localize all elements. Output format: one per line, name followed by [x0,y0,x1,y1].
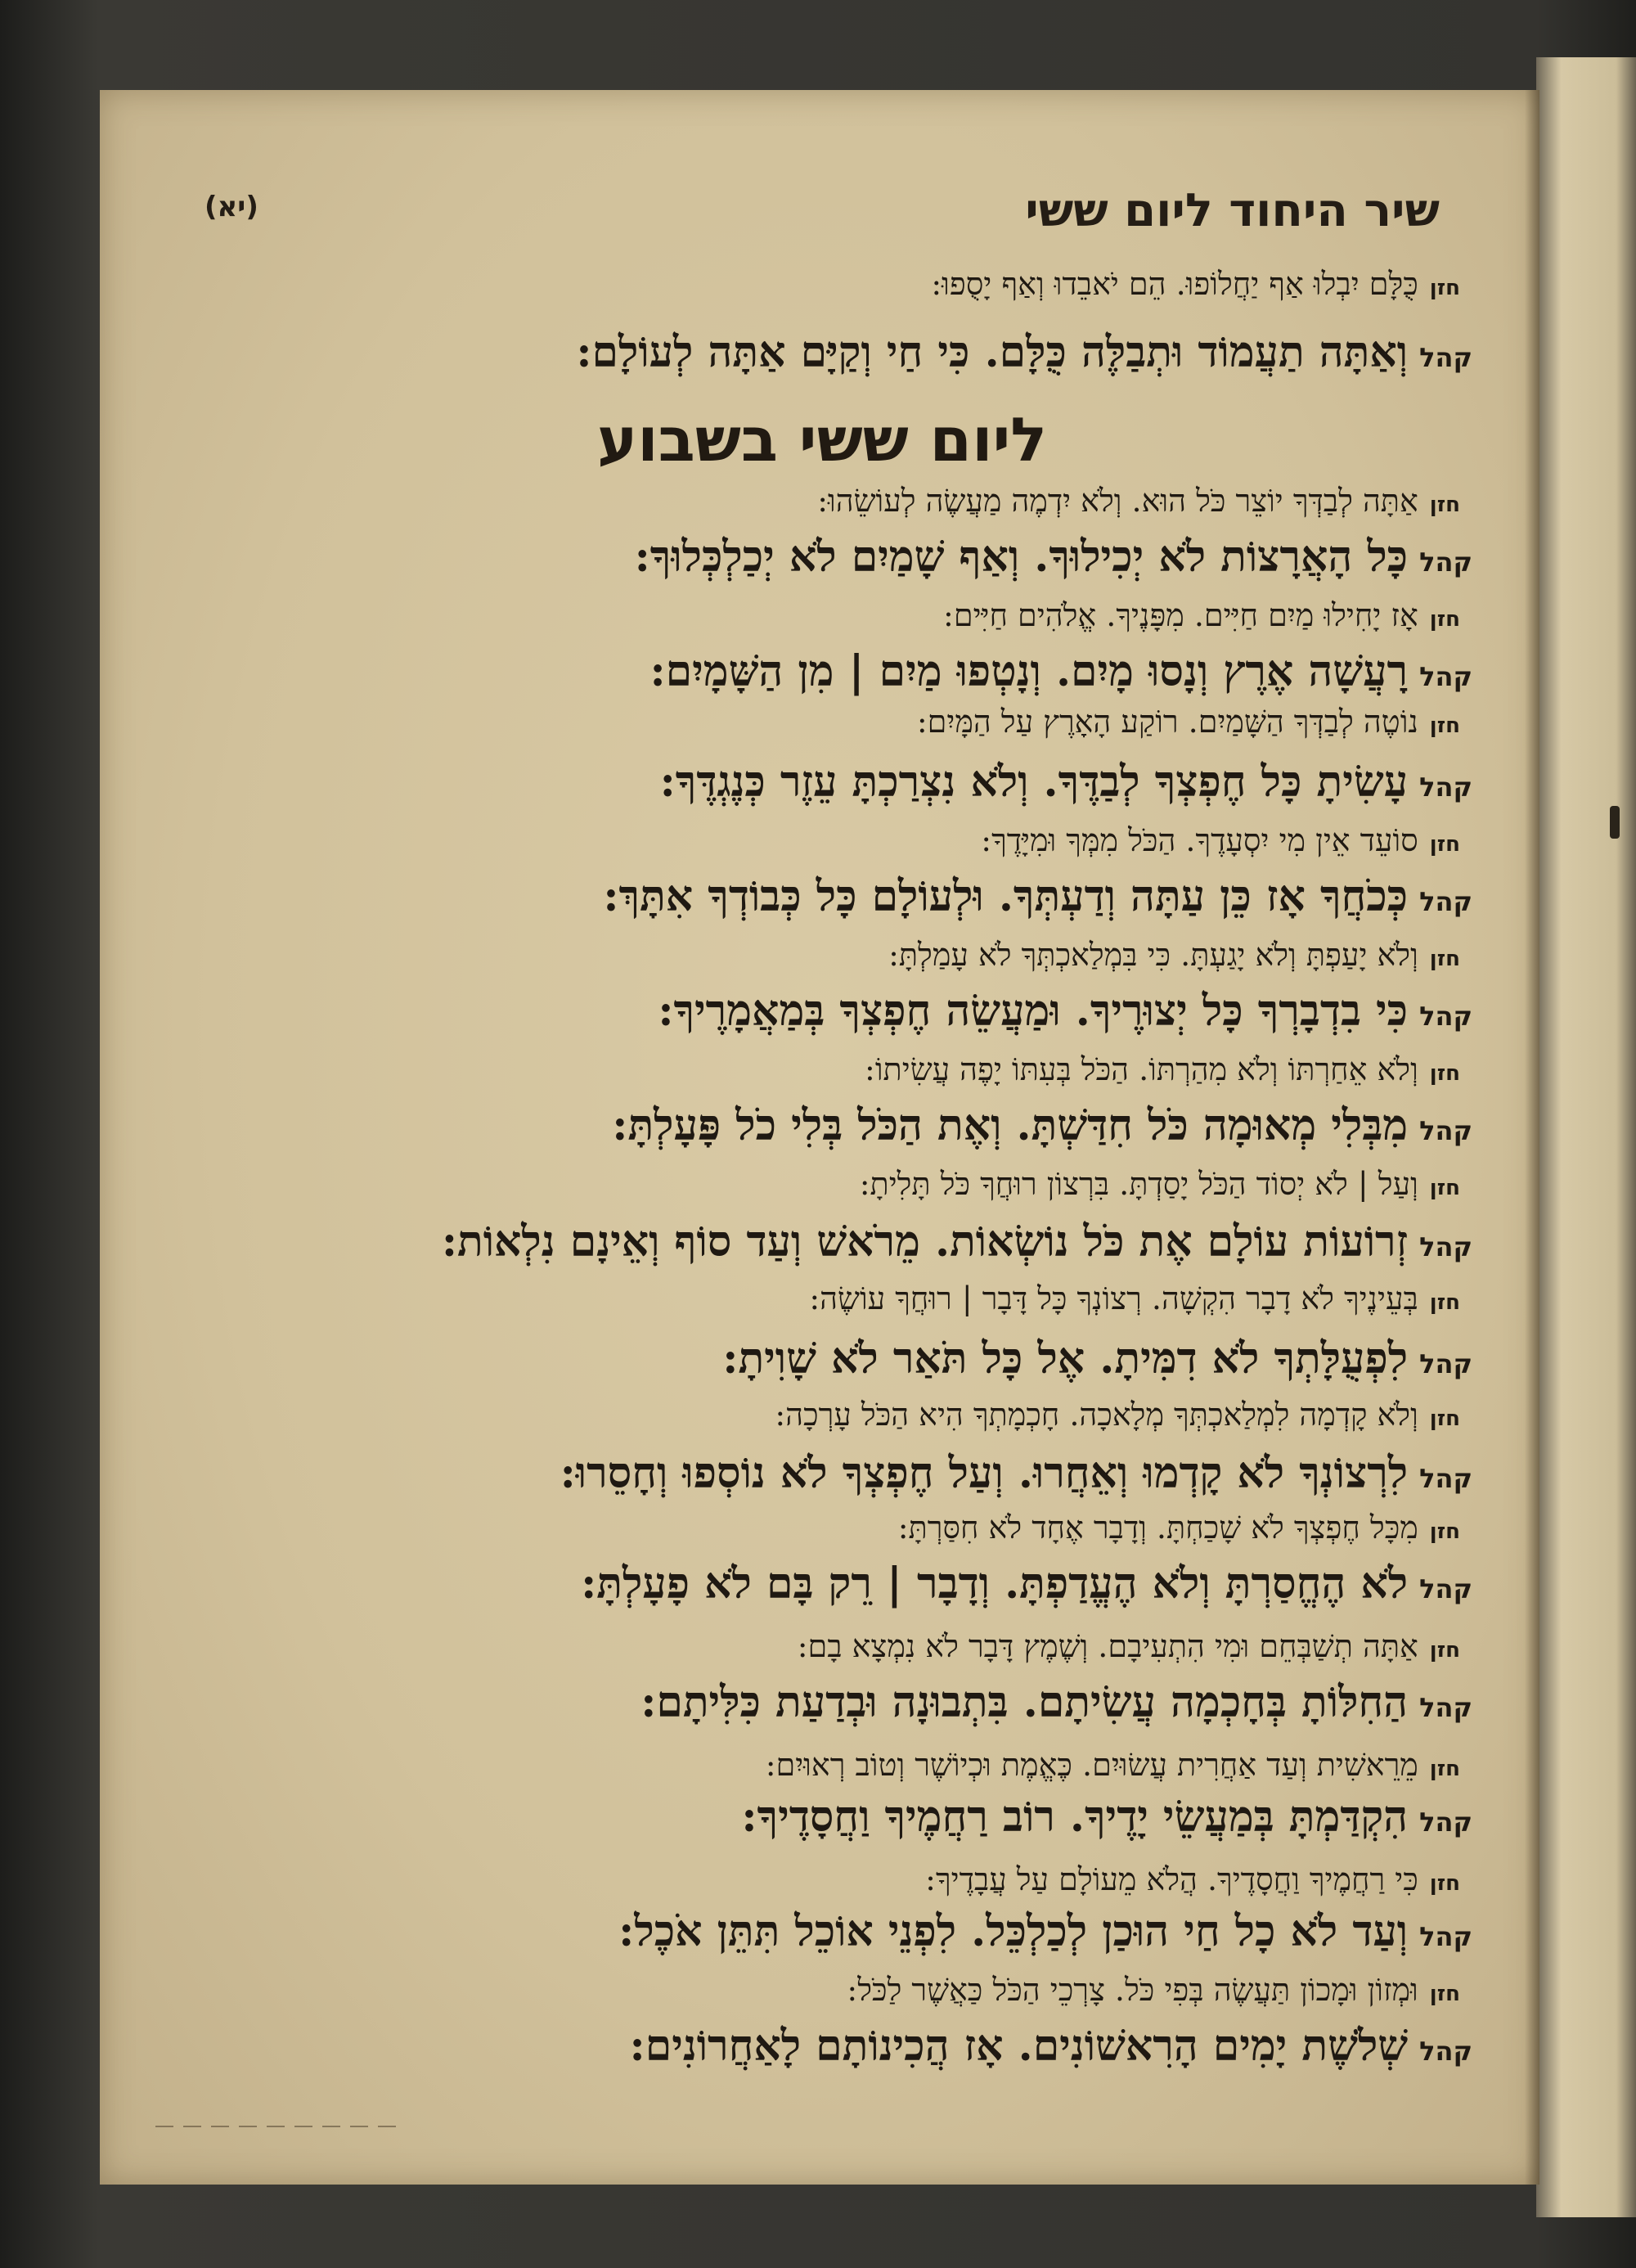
speaker-label: קהל [1419,2036,1472,2067]
page-clip-mark [1610,806,1620,839]
verse-text: כָּל הָאֲרָצוֹת לֹא יְכִילוּךָ. וְאַף שָׁמַיִם לֹא יְכַלְכְּלוּךָ: [634,532,1409,582]
kahal-line [560,1448,1472,1498]
speaker-label: חזן [1429,607,1460,632]
verse-text: כְּכֹחֲךָ אָז כֵּן עַתָּה וְדַעְתְּךָ. וּלְעוֹלָם כָּל כְּבוֹדְךָ אִתָּךְ: [603,871,1409,921]
speaker-label: קהל [1419,1348,1472,1379]
verse-text: הִקְדַּמְתָּ בְּמַעֲשֵׂי יָדֶיךָ. רוֹב רַחֲמֶיךָ וַחֲסָדֶיךָ: [741,1792,1409,1842]
kahal-line [630,2021,1472,2071]
page-number: (יא) [204,191,258,223]
verse-text: לֹא הֶחֱסַרְתָּ וְלֹא הֶעֱדַפְתָּ. וְדָבָר | רֵק בָּם לֹא פָעָלְתָּ: [581,1559,1409,1609]
verse-text: וְלֹא אֵחַרְתּוֹ וְלֹא מִהַרְתּוֹ. הַכֹּל בְּעִתּוֹ יָפֶה עֲשִׂיתוֹ: [865,1051,1418,1087]
chazzan-line [798,1628,1460,1665]
speaker-label: חזן [1429,1871,1460,1896]
speaker-label: חזן [1429,1638,1460,1663]
chazzan-line [931,266,1460,303]
speaker-label: קהל [1419,1115,1472,1146]
verse-text: וְעַד לֹא כָל חַי הוּכַן לְכַלְכֵּל. לִפְנֵי אוֹכֵל תִּתֵּן אֹכֶל: [618,1906,1409,1956]
speaker-label: חזן [1429,1406,1460,1431]
verse-text: וְעַל | לֹא יְסוֹד הַכֹּל יָסַדְתָּ. בִּרְצוֹן רוּחֲךָ כֹּל תָּלִיתָ: [859,1166,1418,1202]
kahal-line [442,1217,1472,1267]
verse-text: אָז יָחִילוּ מַיִם חַיִּים. מִפָּנֶיךָ. אֱלֹהִים חַיִּים: [943,597,1418,633]
verse-text: אַתָּה לְבַדְּךָ יוֹצֵר כֹּל הוּא. וְלֹא יִדְמֶה מַעֲשֶׂה לְעוֹשֵׂהוּ: [817,483,1418,519]
verse-text: בְּעֵינֶיךָ לֹא דָבָר הִקְשָׁה. רְצוֹנְךָ כָּל דָּבָר | רוּחֲךָ עוֹשֶׂה: [809,1280,1418,1316]
speaker-label: חזן [1429,1757,1460,1781]
chazzan-line [847,1972,1460,2009]
speaker-label: קהל [1419,1692,1472,1723]
verse-text: אַתָּה תְשַׁבְּחֵם וּמִי הִתְעִיבָם. וְשֶׁמֶץ דָּבָר לֹא נִמְצָא בָם: [797,1628,1418,1664]
chazzan-line [865,1051,1460,1088]
verse-text: מֵרֵאשִׁית וְעַד אַחֲרִית עֲשׂוּיִם. כֶּאֱמֶת וּכְיוֹשֶׁר וְטוֹב רְאוּיִם: [765,1747,1418,1783]
page-header [204,184,1440,258]
speaker-label: קהל [1419,1463,1472,1494]
kahal-line [635,532,1472,582]
verse-text: וְלֹא קָדְמָה לִמְלַאכְתְּךָ מְלָאכָה. חָכְמָתְךָ הִיא הַכֹּל עָרְכָה: [775,1397,1418,1433]
kahal-line [658,986,1472,1036]
speaker-label: חזן [1429,1290,1460,1315]
footer-rule [155,2126,401,2127]
speaker-label: חזן [1429,832,1460,857]
speaker-label: קהל [1419,1573,1472,1604]
speaker-label: קהל [1419,661,1472,692]
verse-text: לִרְצוֹנְךָ לֹא קָדְמוּ וְאֵחֲרוּ. וְעַל חֶפְצְךָ לֹא נוֹסְפוּ וְחָסֵרוּ: [560,1448,1409,1498]
chazzan-line [888,937,1460,974]
speaker-label: חזן [1429,1982,1460,2006]
verse-text: וְאַתָּה תַעֲמוֹד וּתְבַלֶּה כֻּלָּם. כִּי חַי וְקַיָּם אַתָּה לְעוֹלָם: [576,327,1409,377]
chazzan-line [925,1861,1460,1898]
speaker-label: חזן [1429,1176,1460,1200]
speaker-label: קהל [1419,342,1472,373]
verse-text: וְלֹא יָעַפְתָּ וְלֹא יָגַעְתָּ. כִּי בִּמְלַאכְתְּךָ לֹא עָמַלְתָּ: [888,937,1418,973]
speaker-label: חזן [1429,713,1460,738]
chazzan-line [917,704,1460,740]
running-title: שיר היחוד ליום ששי [1025,184,1440,237]
chazzan-line [809,1280,1460,1317]
chazzan-line [860,1166,1460,1203]
verse-text: מִכָּל חֶפְצְךָ לֹא שָׁכַחְתָּ. וְדָבָר אֶחָד לֹא חִסַּרְתָּ: [897,1510,1418,1546]
speaker-label: חזן [1429,276,1460,300]
chazzan-line [981,822,1460,859]
page-gutter-shadow [1525,90,1539,2185]
verse-text: כִּי בִדְבָרְךָ כָּל יְצוּרֶיךָ. וּמַעֲשֵׂה חֶפְצְךָ בְּמַאֲמָרֶיךָ: [658,986,1409,1036]
verse-text: כֻּלָּם יִבְלוּ אַף יַחֲלוֹפוּ. הֵם יֹאבֵדוּ וְאַף יָסֻפוּ: [931,266,1418,302]
speaker-label: חזן [1429,947,1460,971]
chazzan-line [817,483,1460,520]
section-heading: ליום ששי בשבוע [596,405,1048,475]
speaker-label: חזן [1429,493,1460,517]
kahal-line [722,1334,1472,1384]
opposite-page-edge [1536,57,1636,2217]
chazzan-line [766,1747,1460,1784]
verse-text: וּמְזוֹן וּמָכוֹן תַּעֲשֶׂה בְּפִי כֹּל. צָרְכֵי הַכֹּל כַּאֲשֶׁר לַכֹּל: [847,1972,1418,2008]
speaker-label: קהל [1419,886,1472,917]
speaker-label: קהל [1419,1001,1472,1032]
speaker-label: קהל [1419,547,1472,578]
verse-text: עָשִׂיתָ כָּל חֶפְצְךָ לְבַדֶּךָ. וְלֹא נִצְרַכְתָּ עֵזֶר כְּנֶגְדֶּךָ: [659,757,1409,807]
speaker-label: קהל [1419,1921,1472,1952]
speaker-label: חזן [1429,1519,1460,1544]
speaker-label: קהל [1419,1807,1472,1838]
kahal-line [660,757,1472,807]
verse-text: מִבְּלִי מְאוּמָה כֹּל חִדַּשְׁתָּ. וְאֶת הַכֹּל בְּלִי כֹל פָּעָלְתָּ: [612,1100,1409,1150]
kahal-line [581,1559,1472,1609]
chazzan-line [943,597,1460,634]
speaker-label: קהל [1419,1231,1472,1262]
verse-text: רָעֲשָׁה אֶרֶץ וְנָסוּ מָיִם. וְנָטְפוּ מַיִם | מִן הַשָּׁמָיִם: [649,646,1409,696]
kahal-line [649,646,1472,696]
chazzan-line [775,1397,1460,1433]
kahal-line [741,1792,1472,1842]
verse-text: זְרוֹעוֹת עוֹלָם אֶת כֹּל נוֹשְׂאוֹת. מֵרֹאשׁ וְעַד סוֹף וְאֵינָם נִלְאוֹת: [441,1217,1409,1267]
verse-text: הַחִלּוֹתָ בְּחָכְמָה עֲשִׂיתָם. בִּתְבוּנָה וּבְדַעַת כִּלִּיתָם: [640,1677,1409,1727]
speaker-label: חזן [1429,1061,1460,1086]
kahal-line [603,871,1472,921]
kahal-line [612,1100,1472,1150]
kahal-line [618,1906,1472,1956]
speaker-label: קהל [1419,772,1472,803]
chazzan-line [898,1510,1460,1546]
verse-text: שְׁלֹשֶׁת יָמִים הָרִאשׁוֹנִים. אָז הֲכִינוֹתָם לָאַחֲרוֹנִים: [629,2021,1409,2071]
kahal-line [640,1677,1472,1727]
verse-text: סוֹעֵד אֵין מִי יִסְעָדֶךָ. הַכֹּל מִמְּךָ וּמִיָּדֶךָ: [981,822,1418,858]
verse-text: כִּי רַחֲמֶיךָ וַחֲסָדֶיךָ. הֲלֹא מֵעוֹלָם עַל עֲבָדֶיךָ: [925,1861,1418,1897]
verse-text: לִפְעֻלָּתְךָ לֹא דִמִּיתָ. אֶל כָּל תֹּאַר לֹא שָׁוִיתָ: [722,1334,1409,1384]
kahal-line [576,327,1472,377]
verse-text: נוֹטֶה לְבַדְּךָ הַשָּׁמַיִם. רוֹקַע הָאָרֶץ עַל הַמָּיִם: [916,704,1418,740]
